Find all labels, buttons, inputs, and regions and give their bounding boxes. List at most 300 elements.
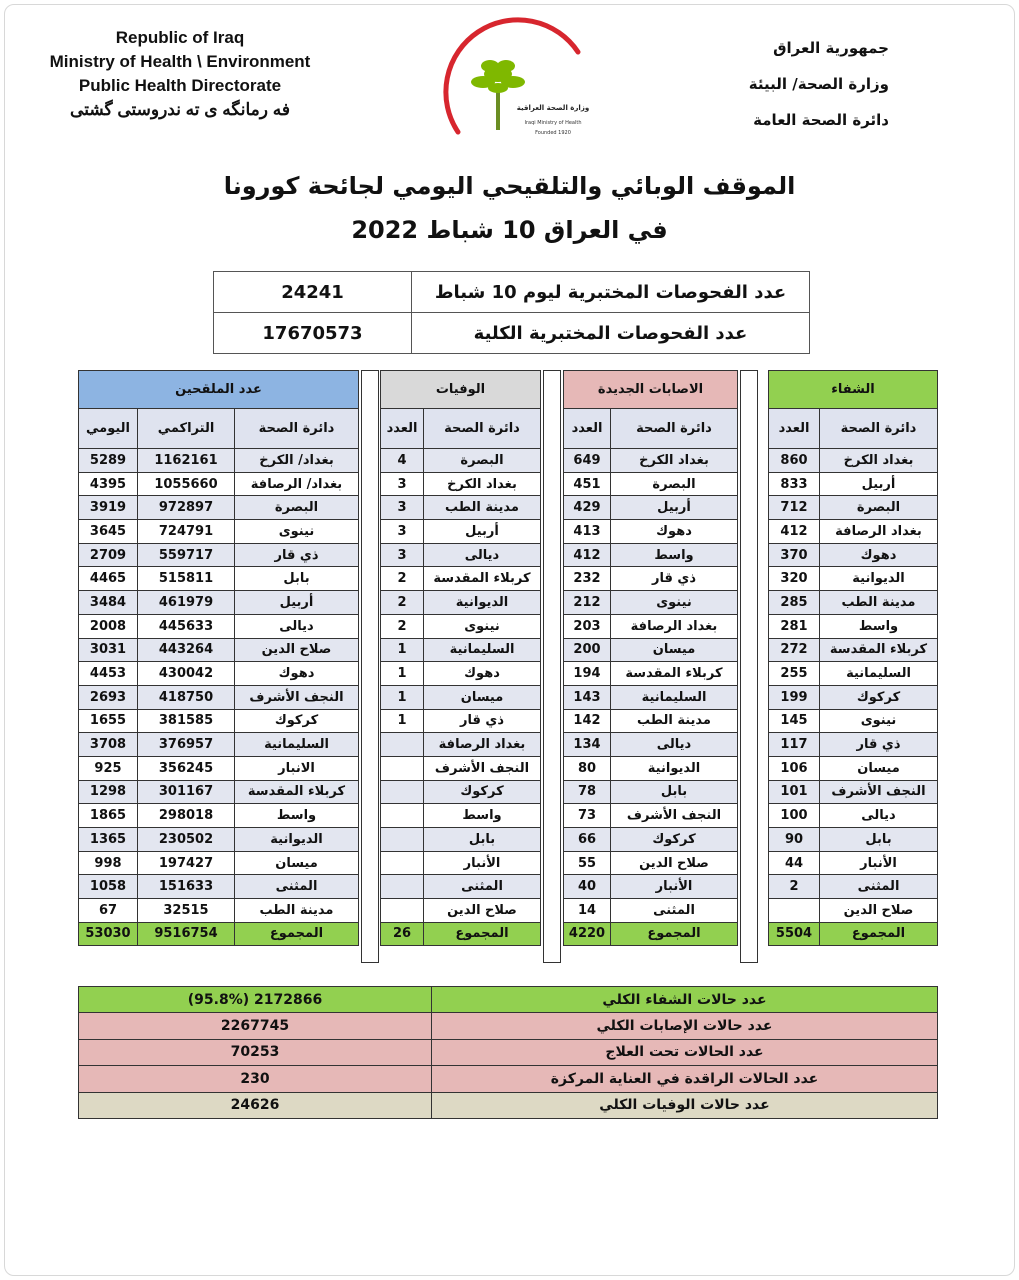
vaccinated-daily: 4465 xyxy=(79,567,138,591)
vaccinated-daily: 3919 xyxy=(79,496,138,520)
deaths-count xyxy=(381,851,424,875)
table-row xyxy=(564,899,738,923)
deaths-count: 2 xyxy=(381,614,424,638)
deaths-count: 1 xyxy=(381,638,424,662)
table-row xyxy=(381,804,541,828)
cases-col-count: العدد xyxy=(564,409,611,449)
cases-count: 40 xyxy=(564,875,611,899)
table-row xyxy=(564,449,738,473)
report-title-line-2: في العراق 10 شباط 2022 xyxy=(351,216,668,244)
header-english xyxy=(30,26,330,122)
report-title-line-1: الموقف الوبائي والتلقيحي اليومي لجائحة كورونا xyxy=(223,172,796,200)
table-row xyxy=(564,520,738,544)
recovered-dept: نينوى xyxy=(820,709,938,733)
vaccinated-daily: 67 xyxy=(79,899,138,923)
cases-count: 412 xyxy=(564,543,611,567)
summary-row xyxy=(79,1039,938,1065)
vaccinated-dept: الديوانية xyxy=(235,828,359,852)
cases-count: 143 xyxy=(564,685,611,709)
table-row xyxy=(769,756,938,780)
table-row xyxy=(381,520,541,544)
table-row xyxy=(381,828,541,852)
summary-label: عدد الحالات الراقدة في العناية المركزة xyxy=(432,1066,938,1092)
table-row xyxy=(564,780,738,804)
vaccinated-col-cumulative: التراكمي xyxy=(138,409,235,449)
deaths-dept: صلاح الدين xyxy=(424,899,541,923)
vaccinated-total-cumulative: 9516754 xyxy=(138,922,235,945)
deaths-count xyxy=(381,875,424,899)
table-row xyxy=(79,614,359,638)
cases-dept: بابل xyxy=(611,780,738,804)
vaccinated-dept: المثنى xyxy=(235,875,359,899)
recovered-dept: ميسان xyxy=(820,756,938,780)
deaths-dept: واسط xyxy=(424,804,541,828)
vaccinated-dept: كربلاء المقدسة xyxy=(235,780,359,804)
spacer-column xyxy=(543,370,561,963)
table-row xyxy=(564,591,738,615)
recovered-header: الشفاء xyxy=(769,371,938,409)
table-row xyxy=(79,449,359,473)
table-row xyxy=(381,662,541,686)
cases-count: 649 xyxy=(564,449,611,473)
vaccinated-cumulative: 559717 xyxy=(138,543,235,567)
tests-table xyxy=(213,271,810,354)
table-row xyxy=(79,638,359,662)
vaccinated-dept: ديالى xyxy=(235,614,359,638)
cases-dept: صلاح الدين xyxy=(611,851,738,875)
cases-count: 200 xyxy=(564,638,611,662)
vaccinated-cumulative: 430042 xyxy=(138,662,235,686)
vaccinated-cumulative: 461979 xyxy=(138,591,235,615)
vaccinated-col-daily: اليومي xyxy=(79,409,138,449)
vaccinated-dept: بغداد/ الكرخ xyxy=(235,449,359,473)
table-row xyxy=(769,496,938,520)
cases-total: 4220 xyxy=(564,922,611,945)
table-row xyxy=(381,543,541,567)
header-en-line-3: Public Health Directorate xyxy=(78,76,282,95)
recovered-dept: السليمانية xyxy=(820,662,938,686)
recovered-dept: صلاح الدين xyxy=(820,899,938,923)
table-row xyxy=(79,685,359,709)
table-row xyxy=(769,851,938,875)
summary-value: 24626 xyxy=(79,1092,432,1118)
vaccinated-daily: 3708 xyxy=(79,733,138,757)
vaccinated-dept: واسط xyxy=(235,804,359,828)
vaccinated-daily: 4395 xyxy=(79,472,138,496)
vaccinated-cumulative: 1055660 xyxy=(138,472,235,496)
daily-tests-label: عدد الفحوصات المختبرية ليوم 10 شباط xyxy=(412,272,810,313)
table-row xyxy=(564,543,738,567)
total-row xyxy=(381,922,541,945)
cases-count: 451 xyxy=(564,472,611,496)
deaths-count xyxy=(381,756,424,780)
recovered-dept: ديالى xyxy=(820,804,938,828)
recovered-count: 44 xyxy=(769,851,820,875)
cases-col-dept: دائرة الصحة xyxy=(611,409,738,449)
cases-total-label: المجموع xyxy=(611,922,738,945)
cases-dept: بغداد الرصافة xyxy=(611,614,738,638)
deaths-header: الوفيات xyxy=(381,371,541,409)
vaccinated-cumulative: 230502 xyxy=(138,828,235,852)
deaths-count: 3 xyxy=(381,496,424,520)
daily-tests-value: 24241 xyxy=(214,272,412,313)
table-row xyxy=(769,804,938,828)
deaths-count: 1 xyxy=(381,662,424,686)
table-row xyxy=(79,709,359,733)
deaths-col-count: العدد xyxy=(381,409,424,449)
vaccinated-cumulative: 197427 xyxy=(138,851,235,875)
recovered-count: 412 xyxy=(769,520,820,544)
vaccinated-dept: بابل xyxy=(235,567,359,591)
table-row xyxy=(769,828,938,852)
table-row xyxy=(381,591,541,615)
table-row xyxy=(79,780,359,804)
table-row xyxy=(79,591,359,615)
cases-count: 203 xyxy=(564,614,611,638)
vaccinated-dept: البصرة xyxy=(235,496,359,520)
recovered-count: 101 xyxy=(769,780,820,804)
vaccinated-daily: 5289 xyxy=(79,449,138,473)
table-row xyxy=(79,496,359,520)
deaths-count: 3 xyxy=(381,472,424,496)
table-row xyxy=(564,496,738,520)
cases-dept: أربيل xyxy=(611,496,738,520)
deaths-count xyxy=(381,899,424,923)
table-row xyxy=(564,828,738,852)
table-row xyxy=(564,804,738,828)
vaccinated-dept: نينوى xyxy=(235,520,359,544)
table-row xyxy=(381,875,541,899)
table-row xyxy=(381,496,541,520)
header-arabic xyxy=(689,30,889,138)
table-row xyxy=(564,685,738,709)
table-row xyxy=(564,614,738,638)
cases-count: 429 xyxy=(564,496,611,520)
deaths-dept: مدينة الطب xyxy=(424,496,541,520)
deaths-dept: أربيل xyxy=(424,520,541,544)
vaccinated-daily: 4453 xyxy=(79,662,138,686)
vaccinated-dept: ميسان xyxy=(235,851,359,875)
cases-count: 78 xyxy=(564,780,611,804)
vaccinated-cumulative: 418750 xyxy=(138,685,235,709)
deaths-count: 2 xyxy=(381,591,424,615)
summary-value: 70253 xyxy=(79,1039,432,1065)
recovered-count: 833 xyxy=(769,472,820,496)
cases-count: 212 xyxy=(564,591,611,615)
deaths-dept: بابل xyxy=(424,828,541,852)
vaccinated-dept: صلاح الدين xyxy=(235,638,359,662)
cases-dept: ذي قار xyxy=(611,567,738,591)
deaths-count xyxy=(381,780,424,804)
table-row xyxy=(769,520,938,544)
table-row xyxy=(79,875,359,899)
table-row xyxy=(769,638,938,662)
deaths-dept: نينوى xyxy=(424,614,541,638)
deaths-count xyxy=(381,733,424,757)
total-tests-value: 17670573 xyxy=(214,313,412,354)
vaccinated-daily: 3484 xyxy=(79,591,138,615)
deaths-dept: السليمانية xyxy=(424,638,541,662)
cases-count: 142 xyxy=(564,709,611,733)
deaths-table xyxy=(380,370,541,946)
recovered-dept: الديوانية xyxy=(820,567,938,591)
table-row xyxy=(769,614,938,638)
deaths-dept: كركوك xyxy=(424,780,541,804)
vaccinated-daily: 2709 xyxy=(79,543,138,567)
recovered-total: 5504 xyxy=(769,922,820,945)
cases-dept: ميسان xyxy=(611,638,738,662)
table-row xyxy=(381,614,541,638)
recovered-dept: ذي قار xyxy=(820,733,938,757)
vaccinated-cumulative: 445633 xyxy=(138,614,235,638)
deaths-dept: بغداد الكرخ xyxy=(424,472,541,496)
vaccinated-daily: 925 xyxy=(79,756,138,780)
table-row xyxy=(769,780,938,804)
vaccinated-cumulative: 356245 xyxy=(138,756,235,780)
vaccinated-daily: 3645 xyxy=(79,520,138,544)
table-row xyxy=(79,543,359,567)
vaccinated-dept: النجف الأشرف xyxy=(235,685,359,709)
deaths-dept: كربلاء المقدسة xyxy=(424,567,541,591)
vaccinated-table xyxy=(78,370,359,946)
vaccinated-cumulative: 298018 xyxy=(138,804,235,828)
vaccinated-daily: 2693 xyxy=(79,685,138,709)
summary-label: عدد حالات الإصابات الكلي xyxy=(432,1013,938,1039)
table-row xyxy=(769,709,938,733)
vaccinated-dept: كركوك xyxy=(235,709,359,733)
table-row xyxy=(769,472,938,496)
table-row xyxy=(769,662,938,686)
total-row xyxy=(79,922,359,945)
vaccinated-col-dept: دائرة الصحة xyxy=(235,409,359,449)
deaths-count: 1 xyxy=(381,709,424,733)
cases-dept: ديالى xyxy=(611,733,738,757)
table-row xyxy=(79,851,359,875)
header-ar-line-3: دائرة الصحة العامة xyxy=(753,111,889,129)
table-row xyxy=(381,449,541,473)
table-row xyxy=(564,709,738,733)
deaths-dept: البصرة xyxy=(424,449,541,473)
deaths-dept: النجف الأشرف xyxy=(424,756,541,780)
vaccinated-total-label: المجموع xyxy=(235,922,359,945)
summary-row xyxy=(79,1092,938,1118)
deaths-dept: ميسان xyxy=(424,685,541,709)
recovered-count: 712 xyxy=(769,496,820,520)
cases-dept: المثنى xyxy=(611,899,738,923)
table-row xyxy=(769,567,938,591)
vaccinated-cumulative: 151633 xyxy=(138,875,235,899)
new-cases-header: الاصابات الجديدة xyxy=(564,371,738,409)
deaths-col-dept: دائرة الصحة xyxy=(424,409,541,449)
summary-table xyxy=(78,986,938,1119)
vaccinated-daily: 2008 xyxy=(79,614,138,638)
recovered-count: 106 xyxy=(769,756,820,780)
recovered-dept: كربلاء المقدسة xyxy=(820,638,938,662)
vaccinated-cumulative: 301167 xyxy=(138,780,235,804)
table-row xyxy=(381,780,541,804)
table-row xyxy=(79,828,359,852)
cases-dept: بغداد الكرخ xyxy=(611,449,738,473)
table-row xyxy=(769,449,938,473)
table-row xyxy=(564,851,738,875)
summary-value: 2172866 (95.8%) xyxy=(79,987,432,1013)
cases-count: 134 xyxy=(564,733,611,757)
new-cases-table xyxy=(563,370,738,946)
table-row xyxy=(564,875,738,899)
cases-dept: كركوك xyxy=(611,828,738,852)
recovered-count: 2 xyxy=(769,875,820,899)
header-ku-line: فه رمانگه ی ته ندروستی گشتی xyxy=(70,100,290,119)
recovered-table xyxy=(768,370,938,946)
summary-label: عدد حالات الوفيات الكلي xyxy=(432,1092,938,1118)
deaths-count: 3 xyxy=(381,543,424,567)
vaccinated-header: عدد الملقحين xyxy=(79,371,359,409)
cases-count: 14 xyxy=(564,899,611,923)
table-row xyxy=(79,567,359,591)
table-row xyxy=(769,875,938,899)
table-row xyxy=(79,472,359,496)
vaccinated-dept: بغداد/ الرصافة xyxy=(235,472,359,496)
table-row xyxy=(564,638,738,662)
vaccinated-daily: 1058 xyxy=(79,875,138,899)
table-row xyxy=(79,733,359,757)
vaccinated-dept: الانبار xyxy=(235,756,359,780)
table-row xyxy=(564,567,738,591)
recovered-dept: أربيل xyxy=(820,472,938,496)
cases-count: 66 xyxy=(564,828,611,852)
vaccinated-cumulative: 1162161 xyxy=(138,449,235,473)
total-row xyxy=(769,922,938,945)
logo-text-en: Iraqi Ministry of Health xyxy=(524,120,582,126)
summary-value: 2267745 xyxy=(79,1013,432,1039)
cases-count: 80 xyxy=(564,756,611,780)
summary-label: عدد الحالات تحت العلاج xyxy=(432,1039,938,1065)
vaccinated-cumulative: 32515 xyxy=(138,899,235,923)
recovered-count: 145 xyxy=(769,709,820,733)
deaths-count xyxy=(381,804,424,828)
recovered-dept: المثنى xyxy=(820,875,938,899)
logo-text-founded: Founded 1920 xyxy=(535,130,571,136)
cases-count: 73 xyxy=(564,804,611,828)
recovered-col-count: العدد xyxy=(769,409,820,449)
deaths-count: 2 xyxy=(381,567,424,591)
vaccinated-cumulative: 972897 xyxy=(138,496,235,520)
table-row xyxy=(79,520,359,544)
vaccinated-daily: 1298 xyxy=(79,780,138,804)
logo-text-ar: وزارة الصحة العراقية xyxy=(516,104,590,112)
vaccinated-dept: أربيل xyxy=(235,591,359,615)
recovered-dept: بغداد الكرخ xyxy=(820,449,938,473)
table-row xyxy=(79,804,359,828)
summary-row xyxy=(79,1066,938,1092)
deaths-total-label: المجموع xyxy=(424,922,541,945)
table-row xyxy=(381,685,541,709)
vaccinated-dept: السليمانية xyxy=(235,733,359,757)
table-row xyxy=(769,685,938,709)
table-row xyxy=(564,472,738,496)
vaccinated-daily: 1365 xyxy=(79,828,138,852)
recovered-count: 117 xyxy=(769,733,820,757)
table-row xyxy=(769,733,938,757)
vaccinated-cumulative: 381585 xyxy=(138,709,235,733)
header-ar-line-1: جمهورية العراق xyxy=(773,39,889,57)
vaccinated-total-daily: 53030 xyxy=(79,922,138,945)
cases-count: 55 xyxy=(564,851,611,875)
vaccinated-daily: 998 xyxy=(79,851,138,875)
deaths-dept: الأنبار xyxy=(424,851,541,875)
header-en-line-2: Ministry of Health \ Environment xyxy=(49,52,311,71)
table-row xyxy=(564,733,738,757)
cases-dept: السليمانية xyxy=(611,685,738,709)
table-row xyxy=(769,591,938,615)
vaccinated-dept: ذي قار xyxy=(235,543,359,567)
deaths-count: 3 xyxy=(381,520,424,544)
cases-dept: الأنبار xyxy=(611,875,738,899)
vaccinated-cumulative: 515811 xyxy=(138,567,235,591)
ministry-logo xyxy=(428,12,598,162)
cases-dept: كربلاء المقدسة xyxy=(611,662,738,686)
recovered-dept: البصرة xyxy=(820,496,938,520)
table-row xyxy=(381,899,541,923)
table-row xyxy=(381,709,541,733)
recovered-dept: النجف الأشرف xyxy=(820,780,938,804)
recovered-count: 860 xyxy=(769,449,820,473)
deaths-dept: دهوك xyxy=(424,662,541,686)
recovered-count: 320 xyxy=(769,567,820,591)
summary-value: 230 xyxy=(79,1066,432,1092)
vaccinated-dept: مدينة الطب xyxy=(235,899,359,923)
spacer-column xyxy=(740,370,758,963)
table-row xyxy=(381,638,541,662)
table-row xyxy=(79,662,359,686)
header-ar-line-2: وزارة الصحة/ البيئة xyxy=(748,75,889,93)
recovered-dept: كركوك xyxy=(820,685,938,709)
recovered-count: 100 xyxy=(769,804,820,828)
recovered-total-label: المجموع xyxy=(820,922,938,945)
deaths-dept: المثنى xyxy=(424,875,541,899)
summary-row xyxy=(79,987,938,1013)
cases-dept: مدينة الطب xyxy=(611,709,738,733)
total-tests-label: عدد الفحوصات المختبرية الكلية xyxy=(412,313,810,354)
vaccinated-daily: 1655 xyxy=(79,709,138,733)
recovered-dept: بغداد الرصافة xyxy=(820,520,938,544)
recovered-count: 199 xyxy=(769,685,820,709)
deaths-count: 4 xyxy=(381,449,424,473)
cases-dept: واسط xyxy=(611,543,738,567)
recovered-dept: الأنبار xyxy=(820,851,938,875)
recovered-dept: واسط xyxy=(820,614,938,638)
recovered-dept: دهوك xyxy=(820,543,938,567)
recovered-count xyxy=(769,899,820,923)
deaths-count xyxy=(381,828,424,852)
table-row xyxy=(769,543,938,567)
spacer-column xyxy=(361,370,379,963)
vaccinated-dept: دهوك xyxy=(235,662,359,686)
deaths-dept: الديوانية xyxy=(424,591,541,615)
table-row xyxy=(769,899,938,923)
cases-dept: الديوانية xyxy=(611,756,738,780)
recovered-col-dept: دائرة الصحة xyxy=(820,409,938,449)
deaths-count: 1 xyxy=(381,685,424,709)
deaths-total: 26 xyxy=(381,922,424,945)
deaths-dept: ذي قار xyxy=(424,709,541,733)
table-row xyxy=(79,756,359,780)
cases-dept: البصرة xyxy=(611,472,738,496)
deaths-dept: بغداد الرصافة xyxy=(424,733,541,757)
table-row xyxy=(381,567,541,591)
table-row xyxy=(564,662,738,686)
table-row xyxy=(381,472,541,496)
